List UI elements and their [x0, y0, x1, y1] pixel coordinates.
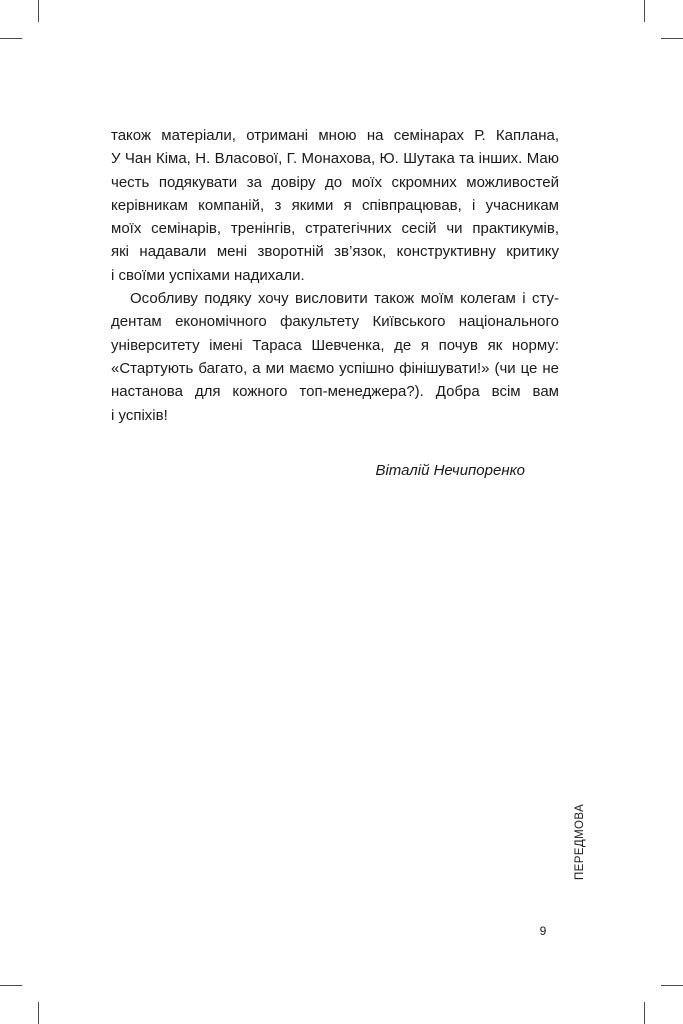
text-line: дентам економічного факультету Київського національного — [111, 313, 559, 331]
text-line: і своїми успіхами надихали. — [111, 266, 305, 284]
text-line: університету імені Тараса Шевченка, де я почув як норму: — [111, 336, 559, 354]
text-line: моїх семінарів, тренінгів, стратегічних сесій чи практикумів, — [111, 220, 559, 238]
text-line: Особливу подяку хочу висловити також моїм колегам і сту- — [130, 290, 559, 308]
text-line: і успіхів! — [111, 406, 168, 424]
paragraph-1 — [111, 124, 559, 287]
text-line: честь подякувати за довіру до моїх скромних можливостей — [111, 173, 559, 191]
text-line: У Чан Кіма, Н. Власової, Г. Монахова, Ю. Шутака та інших. Маю — [111, 150, 559, 168]
crop-mark-bottom-right — [644, 1002, 645, 1024]
crop-mark-bottom-left-h — [0, 985, 22, 986]
text-line: настанова для кожного топ-менеджера?). Добра всім вам — [111, 383, 559, 401]
crop-mark-top-left — [38, 0, 39, 22]
body-text — [111, 124, 559, 427]
crop-mark-top-right — [644, 0, 645, 22]
crop-mark-bottom-right-h — [661, 985, 683, 986]
crop-mark-top-right-h — [661, 38, 683, 39]
text-line: керівникам компаній, з якими я співпрацював, і учасникам — [111, 196, 559, 214]
text-line: «Стартують багато, а ми маємо успішно фінішувати!» (чи це не — [111, 359, 559, 377]
text-line: також матеріали, отримані мною на семінарах Р. Каплана, — [111, 127, 559, 144]
running-head: ПЕРЕДМОВА — [574, 803, 586, 880]
text-line: які надавали мені зворотній зв’язок, конструктивну критику — [111, 243, 559, 261]
crop-mark-bottom-left — [38, 1002, 39, 1024]
crop-mark-top-left-h — [0, 38, 22, 39]
page-number: 9 — [539, 924, 547, 938]
signature: Віталій Нечипоренко — [375, 462, 525, 479]
paragraph-2 — [111, 287, 559, 427]
